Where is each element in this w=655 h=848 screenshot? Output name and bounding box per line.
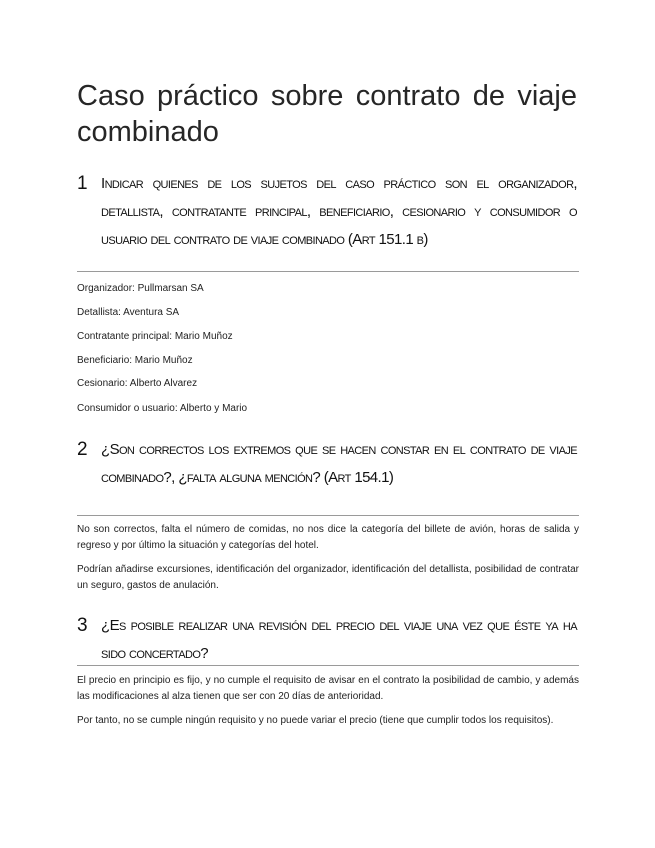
section-1-line-cesionario: Cesionario: Alberto Alvarez <box>77 378 198 389</box>
section-1-heading-text: Indicar quienes de los sujetos del caso práctico son el organizador, detallista, contratante principal, beneficiario, cesionario y consumidor o usuario del contrato de viaje combinado (Art 151.1 b) <box>101 175 577 248</box>
section-1-number: 1 <box>77 173 88 194</box>
section-2-divider <box>77 515 579 516</box>
section-2-heading-text: ¿Son correctos los extremos que se hacen constar en el contrato de viaje combinado?, ¿falta alguna mención? (Art 154.1) <box>101 441 577 486</box>
section-2-paragraph-2: Podrían añadirse excursiones, identificación del organizador, identificación del detallista, posibilidad de contratar un seguro, gastos de anulación. <box>77 564 579 591</box>
section-3-heading-text: ¿Es posible realizar una revisión del precio del viaje una vez que éste ya ha sido concertado? <box>101 617 577 662</box>
section-2-number: 2 <box>77 439 88 460</box>
section-3-number: 3 <box>77 615 88 636</box>
section-1-heading <box>77 170 577 254</box>
section-1-line-consumidor: Consumidor o usuario: Alberto y Mario <box>77 403 248 414</box>
section-1-line-detallista: Detallista: Aventura SA <box>77 307 180 318</box>
section-1-line-organizador: Organizador: Pullmarsan SA <box>77 283 204 294</box>
document-title: Caso práctico sobre contrato de viaje combinado <box>77 80 577 148</box>
section-3-heading <box>77 612 577 668</box>
section-3-divider <box>77 665 579 666</box>
section-1-divider <box>77 271 579 272</box>
section-1-line-contratante: Contratante principal: Mario Muñoz <box>77 331 233 342</box>
section-2-paragraph-1: No son correctos, falta el número de comidas, no nos dice la categoría del billete de avión, horas de salida y regreso y por último la situación y categorías del hotel. <box>77 524 579 551</box>
section-3-paragraph-1: El precio en principio es fijo, y no cumple el requisito de avisar en el contrato la posibilidad de cambio, y además las modificaciones al alza tienen que ser con 20 días de anterioridad. <box>77 675 579 702</box>
section-2-heading <box>77 436 577 492</box>
section-3-paragraph-2: Por tanto, no se cumple ningún requisito y no puede variar el precio (tiene que cumplir todos los requisitos). <box>77 715 554 726</box>
section-1-line-beneficiario: Beneficiario: Mario Muñoz <box>77 355 193 366</box>
